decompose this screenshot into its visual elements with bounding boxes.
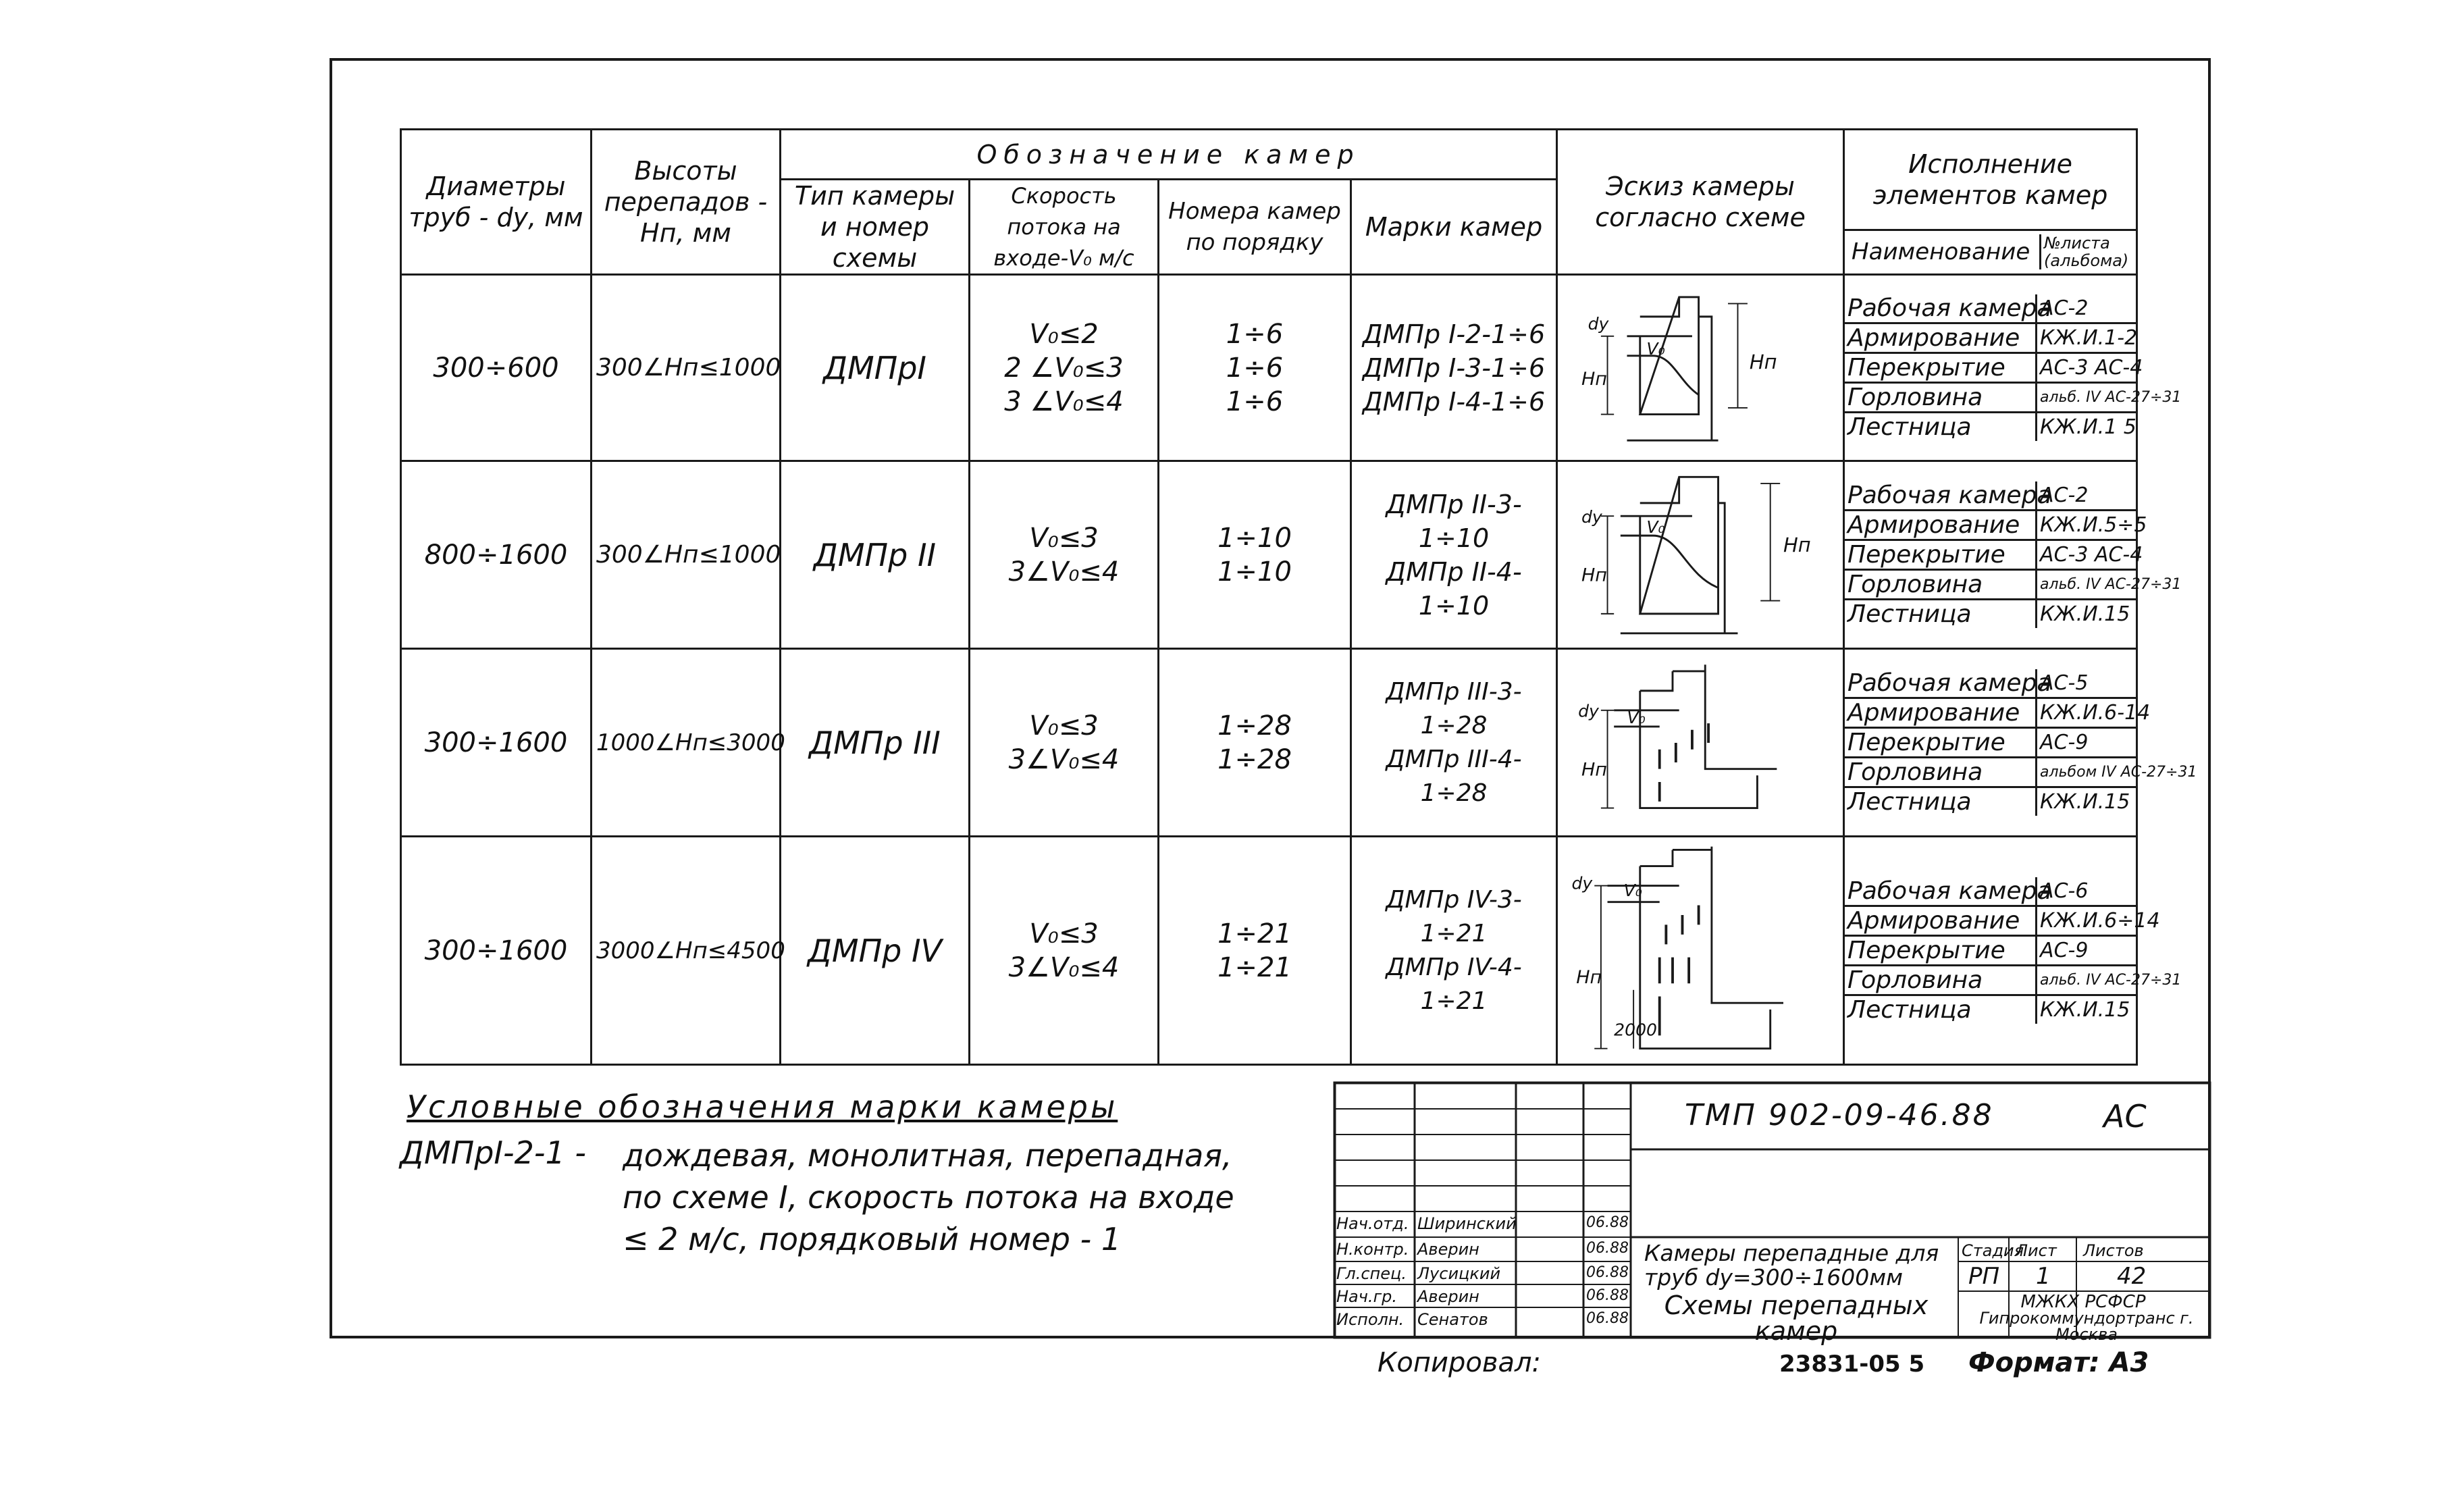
sketch-label-dy: dу <box>1571 873 1593 893</box>
chambers-table <box>400 128 2197 1066</box>
format-label: Формат: А3 <box>1968 1347 2149 1378</box>
element-name: Армирование <box>1845 511 2037 540</box>
sign-date: 06.88 <box>1586 1214 1629 1231</box>
legend-text: дождевая, монолитная, перепадная, по схеме I, скорость потока на входе ≤ 2 м/с, порядковый номер - 1 <box>623 1137 1234 1257</box>
sheet-label: Лист <box>2016 1241 2057 1260</box>
element-code: АС-9 <box>2037 936 2136 966</box>
sheet-value: 1 <box>2036 1263 2051 1290</box>
person-name: Сенатов <box>1417 1310 1488 1329</box>
sketch-label-hp: Hп <box>1581 369 1607 390</box>
speed-value: 3∠V₀≤4 <box>1008 951 1120 983</box>
number-range: 1÷10 <box>1217 522 1292 554</box>
speed-value: V₀≤2 <box>1029 318 1099 350</box>
stamp-title-bottom: Схемы перепадных камер <box>1664 1291 1929 1346</box>
header-name: Наименование <box>1852 238 2030 266</box>
chamber-sketch-4 <box>1557 837 1844 1065</box>
header-chamber-type: Тип камеры и номер схемы <box>781 180 970 275</box>
element-name: Армирование <box>1845 906 2037 936</box>
header-heights: Высоты перепадов - Hп, мм <box>592 130 781 275</box>
element-code: КЖ.И.5÷5 <box>2037 511 2136 540</box>
element-code: альб. IV АС-27÷31 <box>2037 966 2136 995</box>
document-code: ТМП 902-09-46.88 <box>1685 1098 1994 1132</box>
element-name: Горловина <box>1845 966 2037 995</box>
chamber-sketch-3 <box>1557 649 1844 837</box>
element-code: КЖ.И.15 <box>2037 600 2136 629</box>
number-range: 1÷21 <box>1217 951 1292 983</box>
chamber-mark: ДМПр II-4-1÷10 <box>1386 556 1522 621</box>
number-range: 1÷6 <box>1226 352 1284 384</box>
archive-number: 23831-05 5 <box>1779 1351 1925 1378</box>
element-code: КЖ.И.15 <box>2037 787 2136 816</box>
role-label: Нач.гр. <box>1336 1287 1398 1306</box>
header-marks: Марки камер <box>1351 180 1557 275</box>
type-cell: ДМПрI <box>781 275 970 461</box>
number-range: 1÷10 <box>1217 556 1292 588</box>
element-code: АС-3 АС-4 <box>2037 353 2136 383</box>
header-designation: Обозначение камер <box>781 130 1557 180</box>
number-range: 1÷28 <box>1217 744 1292 775</box>
chamber-mark: ДМПр IV-4-1÷21 <box>1386 953 1522 1015</box>
element-name: Перекрытие <box>1845 728 2037 758</box>
person-name: Лусицкий <box>1417 1264 1501 1283</box>
element-name: Армирование <box>1845 323 2037 353</box>
speed-value: V₀≤3 <box>1029 522 1099 554</box>
person-name: Ширинский <box>1417 1214 1517 1233</box>
legend-title: Условные обозначения марки камеры <box>406 1089 1118 1125</box>
diameter-cell: 300÷600 <box>401 275 592 461</box>
element-code: КЖ.И.15 <box>2037 995 2136 1024</box>
element-code: альбом IV АС-27÷31 <box>2037 758 2136 787</box>
speed-value: V₀≤3 <box>1029 918 1099 949</box>
element-name: Лестница <box>1847 413 1972 441</box>
element-code: АС-2 <box>2037 481 2136 511</box>
table-row <box>401 649 2137 837</box>
sketch-label-hp: Hп <box>1581 565 1607 587</box>
number-range: 1÷6 <box>1226 386 1284 417</box>
element-name: Лестница <box>1847 600 1972 628</box>
height-cell: 3000∠Hп≤4500 <box>592 837 781 1065</box>
title-block <box>1334 1082 2211 1346</box>
sketch-label-v0: V₀ <box>1627 708 1646 728</box>
role-label: Гл.спец. <box>1336 1264 1407 1283</box>
chamber-mark: ДМПр III-4-1÷28 <box>1386 745 1522 807</box>
role-label: Исполн. <box>1336 1310 1405 1329</box>
element-name: Рабочая камера <box>1845 877 2037 906</box>
sketch-label-dy: dу <box>1578 701 1599 721</box>
element-code: АС-9 <box>2037 728 2136 758</box>
sketch-label-hp: Hп <box>1581 759 1607 781</box>
element-name: Горловина <box>1845 383 2037 413</box>
type-cell: ДМПр IV <box>781 837 970 1065</box>
element-name: Перекрытие <box>1845 540 2037 570</box>
height-cell: 300∠Hп≤1000 <box>592 461 781 649</box>
header-execution: Исполнение элементов камер <box>1844 130 2137 230</box>
element-name: Армирование <box>1845 698 2037 728</box>
speed-value: 3∠V₀≤4 <box>1008 556 1120 588</box>
sign-date: 06.88 <box>1586 1287 1629 1304</box>
element-name: Перекрытие <box>1845 353 2037 383</box>
element-code: альб. IV АС-27÷31 <box>2037 570 2136 600</box>
chamber-mark: ДМПр I-2-1÷6 <box>1362 319 1546 349</box>
element-name: Рабочая камера <box>1845 481 2037 511</box>
number-range: 1÷28 <box>1217 710 1292 741</box>
chamber-mark: ДМПр I-3-1÷6 <box>1362 353 1546 383</box>
role-label: Н.контр. <box>1336 1240 1409 1259</box>
sketch-label-v0: V₀ <box>1646 517 1665 538</box>
org-bottom: Гипрокоммундортранс г. Москва <box>1979 1309 2194 1344</box>
speed-value: V₀≤3 <box>1029 710 1099 741</box>
chamber-mark: ДМПр I-4-1÷6 <box>1362 386 1546 417</box>
table-row <box>401 837 2137 1065</box>
diameter-cell: 300÷1600 <box>401 837 592 1065</box>
person-name: Аверин <box>1417 1240 1479 1259</box>
element-name: Перекрытие <box>1845 936 2037 966</box>
element-code: АС-2 <box>2037 294 2136 323</box>
header-numbers: Номера камер по порядку <box>1159 180 1351 275</box>
diameter-cell: 300÷1600 <box>401 649 592 837</box>
diameter-cell: 800÷1600 <box>401 461 592 649</box>
element-code: АС-6 <box>2037 877 2136 906</box>
element-code: АС-3 АС-4 <box>2037 540 2136 570</box>
stage-label: Стадия <box>1962 1241 2024 1260</box>
sketch-label-depth: 2000 <box>1614 1020 1658 1040</box>
chamber-mark: ДМПр IV-3-1÷21 <box>1386 885 1522 947</box>
number-range: 1÷21 <box>1217 918 1292 949</box>
section-code: АС <box>2103 1098 2147 1135</box>
sketch-label-dy: dу <box>1588 314 1609 334</box>
element-code: КЖ.И.1-2 <box>2037 323 2136 353</box>
chamber-sketch-2 <box>1557 461 1844 649</box>
sketch-label-hp: Hп <box>1749 350 1777 374</box>
type-cell: ДМПр III <box>781 649 970 837</box>
number-range: 1÷6 <box>1226 318 1284 350</box>
speed-value: 3 ∠V₀≤4 <box>1004 386 1124 417</box>
height-cell: 1000∠Hп≤3000 <box>592 649 781 837</box>
sketch-label-hp: Hп <box>1783 533 1811 557</box>
sign-date: 06.88 <box>1586 1264 1629 1281</box>
sketch-label-v0: V₀ <box>1623 881 1642 901</box>
element-code: АС-5 <box>2037 669 2136 698</box>
element-code: КЖ.И.6-14 <box>2037 698 2136 728</box>
element-name: Лестница <box>1847 996 1972 1024</box>
header-elements <box>1844 230 2137 274</box>
element-name: Лестница <box>1847 788 1972 816</box>
header-sheet-album: №листа (альбома) <box>2041 234 2132 269</box>
person-name: Аверин <box>1417 1287 1479 1306</box>
speed-value: 3∠V₀≤4 <box>1008 744 1120 775</box>
sign-date: 06.88 <box>1586 1240 1629 1257</box>
table-row <box>401 461 2137 649</box>
sketch-label-dy: dу <box>1581 507 1602 527</box>
header-diameters: Диаметры труб - dу, мм <box>401 130 592 275</box>
stamp-title-top: Камеры перепадные для труб dу=300÷1600мм <box>1644 1240 1939 1291</box>
chamber-sketch-1 <box>1557 275 1844 461</box>
height-cell: 300∠Hп≤1000 <box>592 275 781 461</box>
element-code: альб. IV АС-27÷31 <box>2037 383 2136 413</box>
sketch-label-hp: Hп <box>1576 967 1602 989</box>
element-name: Горловина <box>1845 570 2037 600</box>
speed-value: 2 ∠V₀≤3 <box>1004 352 1124 384</box>
chamber-mark: ДМПр III-3-1÷28 <box>1386 677 1522 739</box>
header-speed: Скорость потока на входе-V₀ м/с <box>970 180 1159 275</box>
copied-label: Копировал: <box>1378 1347 1542 1378</box>
org-top: МЖКХ РСФСР <box>2020 1292 2146 1312</box>
legend-mark: ДМПрI-2-1 - <box>400 1135 586 1171</box>
role-label: Нач.отд. <box>1336 1214 1409 1233</box>
stage-value: РП <box>1968 1263 2000 1290</box>
element-name: Рабочая камера <box>1845 294 2037 323</box>
element-code: КЖ.И.1 5 <box>2037 413 2136 442</box>
element-code: КЖ.И.6÷14 <box>2037 906 2136 936</box>
table-row <box>401 275 2137 461</box>
sign-date: 06.88 <box>1586 1310 1629 1327</box>
type-cell: ДМПр II <box>781 461 970 649</box>
element-name: Рабочая камера <box>1845 669 2037 698</box>
sketch-label-v0: V₀ <box>1646 339 1665 359</box>
chamber-mark: ДМПр II-3-1÷10 <box>1386 489 1522 553</box>
element-name: Горловина <box>1845 758 2037 787</box>
sheets-value: 42 <box>2117 1263 2147 1290</box>
sheets-label: Листов <box>2083 1241 2144 1260</box>
header-sketch: Эскиз камеры согласно схеме <box>1557 130 1844 275</box>
